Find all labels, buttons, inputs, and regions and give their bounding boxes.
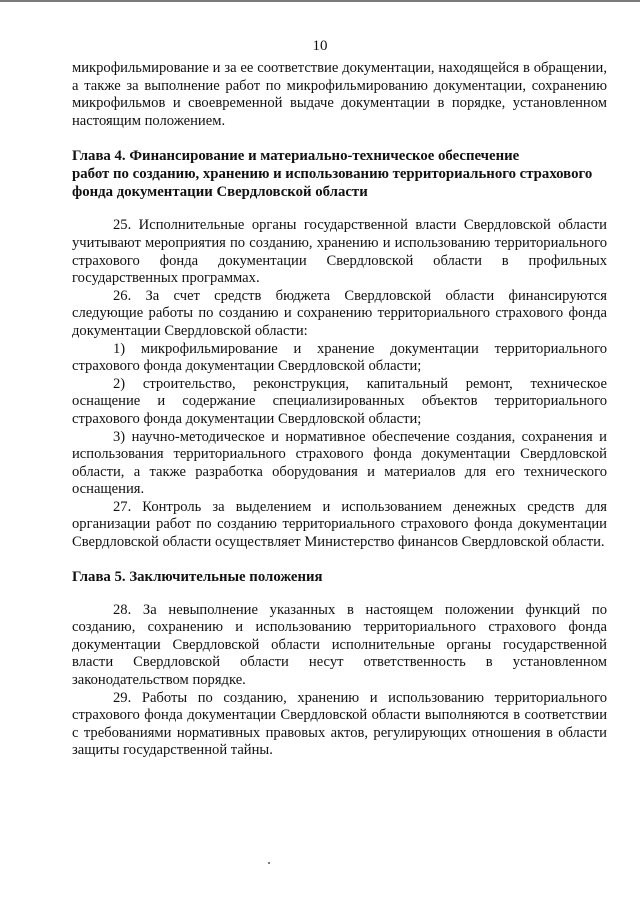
list-item-3: 3) научно-методическое и нормативное обеспечение создания, сохранения и использования территориального страхового фонда документации Свердловской области, а также разработка оборудования и материалов для его технического оснащения. [72,428,607,498]
document-body [72,60,607,760]
chapter5-title: Глава 5. Заключительные положения [72,568,323,585]
list-item-2: 2) строительство, реконструкция, капитальный ремонт, техническое оснащение и содержание специализированных объектов территориального страхового фонда документации Свердловской области; [72,375,607,427]
chapter4-title-line2: работ по созданию, хранению и использованию территориального страхового [72,166,593,183]
chapter4-title-line3: фонда документации Свердловской области [72,184,368,201]
chapter4-title-line1: Глава 4. Финансирование и материально-техническое обеспечение [72,148,520,165]
paragraph-25: 25. Исполнительные органы государственной власти Свердловской области учитывают мероприятия по созданию, хранению и использованию территориального страхового фонда документации Свердловской области в профильных государственных программах. [72,217,607,287]
scan-top-edge [0,0,640,2]
paragraph-26: 26. За счет средств бюджета Свердловской области финансируются следующие работы по созданию и сохранению территориального страхового фонда документации Свердловской области: [72,287,607,339]
scan-speck [268,862,270,864]
list-item-1: 1) микрофильмирование и хранение документации территориального страхового фонда документации Свердловской области; [72,340,607,375]
continuation-paragraph: микрофильмирование и за ее соответствие документации, находящейся в обращении, а также за выполнение работ по микрофильмированию документации, сохранению микрофильмов и своевременной выдаче документации в порядке, установленном настоящим положением. [72,60,607,129]
page-number: 10 [312,38,328,54]
paragraph-29: 29. Работы по созданию, хранению и использованию территориального страхового фонда документации Свердловской области выполняются в соответствии с требованиями нормативных правовых актов, регулирующих отношения в области защиты государственной тайны. [72,689,607,759]
paragraph-27: 27. Контроль за выделением и использованием денежных средств для организации работ по созданию территориального страхового фонда документации Свердловской области осуществляет Министерство финансов Свердловской области. [72,498,607,551]
paragraph-28: 28. За невыполнение указанных в настоящем положении функций по созданию, сохранению и использованию территориального страхового фонда документации Свердловской области исполнительные органы государственной власти Свердловской области несут ответственность в установленном законодательством порядке. [72,601,607,689]
